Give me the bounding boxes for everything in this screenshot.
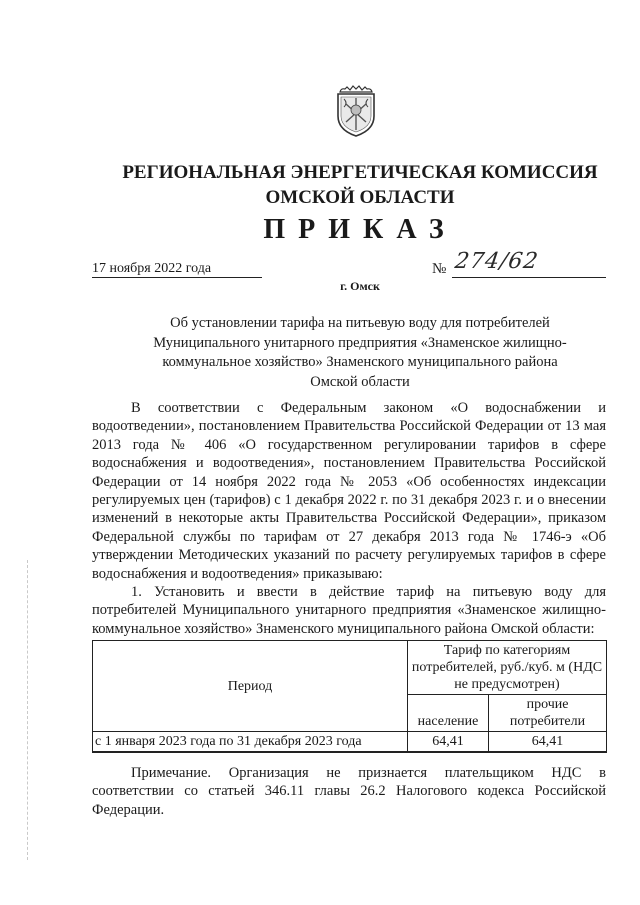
item-1-paragraph: 1. Установить и ввести в действие тариф на питьевую воду для потребителей Муниципального унитарного предприятия «Знаменское жилищно-коммунальное хозяйство» Знаменского муниципального района Омской области: (92, 584, 606, 637)
organization-name-line1: РЕГИОНАЛЬНАЯ ЭНЕРГЕТИЧЕСКАЯ КОМИССИЯ (122, 162, 598, 183)
subject-line2: Муниципального унитарного предприятия «Знаменское жилищно- (153, 334, 567, 351)
header-tariff-group: Тариф по категориям потребителей, руб./куб. м (НДС не предусмотрен) (408, 641, 607, 695)
row-period: с 1 января 2023 года по 31 декабря 2023 года (93, 732, 408, 753)
row-population-value: 64,41 (408, 732, 489, 753)
document-subject (110, 314, 610, 392)
number-label: № (432, 261, 447, 277)
tariff-table (92, 640, 607, 753)
note-text: Примечание. Организация не признается плательщиком НДС в соответствии со статьей 346.11 главы 26.2 Налогового кодекса Российской Федерации. (92, 765, 606, 818)
coat-of-arms-icon (332, 82, 380, 138)
organization-name-line2: ОМСКОЙ ОБЛАСТИ (265, 187, 455, 208)
city: г. Омск (340, 279, 380, 293)
subject-line4: Омской области (310, 373, 410, 390)
header-period: Период (93, 641, 408, 732)
table-row (93, 732, 607, 753)
row-other-value: 64,41 (489, 732, 607, 753)
subject-line1: Об установлении тарифа на питьевую воду для потребителей (170, 315, 550, 331)
preamble-paragraph: В соответствии с Федеральным законом «О водоснабжении и водоотведении», постановлением Правительства Российской Федерации от 13 мая 2013 года № 406 «О государственном регулировании тарифов в сфере водоснабжения и водоотведения», постановлением Правительства Российской Федерации от 14 ноября 2022 года № 2053 «Об особенностях индексации регулируемых цен (тарифов) с 1 декабря 2022 г. по 31 декабря 2023 г. и о внесении изменений в некоторые акты Правительства Российской Федерации», приказом Федеральной службы по тарифам от 27 декабря 2013 года № 1746-э «Об утверждении Методических указаний по расчету регулируемых тарифов в сфере водоснабжения и водоотведения» приказываю: (92, 400, 606, 582)
scan-edge-line (27, 560, 28, 860)
table-header-row (93, 641, 607, 695)
document-type: ПРИКАЗ (263, 214, 457, 245)
note (92, 764, 606, 819)
header-other-consumers: прочие потребители (489, 695, 607, 732)
handwritten-number: 274/62 (453, 249, 541, 274)
date-underline (92, 277, 262, 278)
document-date: 17 ноября 2022 года (92, 261, 212, 276)
subject-line3: коммунальное хозяйство» Знаменского муниципального района (162, 354, 558, 370)
header-population: население (408, 695, 489, 732)
organization-name (120, 160, 600, 210)
document-body (92, 399, 606, 638)
number-underline (452, 277, 606, 278)
